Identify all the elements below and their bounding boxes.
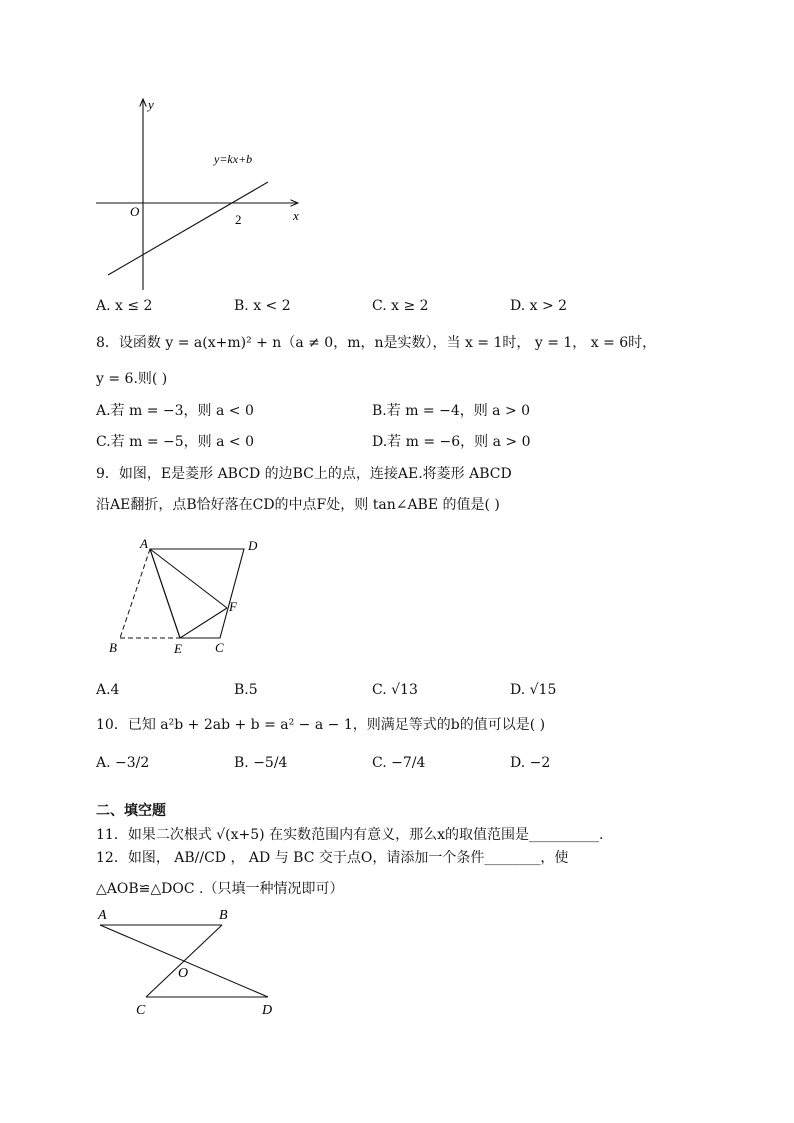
linear-function-graph: [90, 95, 310, 295]
q9-option-b[interactable]: B.5: [234, 682, 258, 698]
q10-option-d[interactable]: D. −2: [510, 755, 551, 771]
q10-option-b[interactable]: B. −5/4: [234, 755, 288, 771]
x-axis-label: x: [293, 208, 299, 223]
line-label: y=kx+b: [214, 152, 253, 166]
origin-label: O: [130, 204, 140, 219]
q7-option-d[interactable]: D. x > 2: [510, 298, 568, 314]
section-heading: 二、填空题: [96, 803, 166, 819]
label-a: A: [140, 536, 148, 551]
segment-ef: [180, 608, 227, 638]
q10-stem: 10．已知 a²b + 2ab + b = a² − a − 1，则满足等式的b的值可以是( ): [96, 717, 546, 733]
q9-option-c[interactable]: C. √13: [372, 682, 418, 698]
q12-stem-line1: 12．如图， AB//CD ， AD 与 BC 交于点O，请添加一个条件________，使: [96, 850, 569, 866]
rhombus-edge-solid: [150, 549, 244, 638]
segment-af: [150, 549, 227, 608]
graph-line: [108, 182, 268, 275]
q8-stem-line1: 8．设函数 y = a(x+m)² + n（a ≠ 0，m，n是实数），当 x = 1时， y = 1， x = 6时，: [96, 335, 657, 351]
q9-option-a[interactable]: A.4: [96, 682, 120, 698]
q7-option-b[interactable]: B. x < 2: [234, 298, 291, 314]
parallel-lines-figure: [92, 902, 292, 1022]
label-b: B: [219, 908, 228, 923]
q9-stem-line1: 9．如图，E是菱形 ABCD 的边BC上的点，连接AE.将菱形 ABCD: [96, 466, 512, 482]
fold-line-ae: [150, 549, 180, 638]
label-d: D: [248, 538, 258, 553]
q7-option-a[interactable]: A. x ≤ 2: [96, 298, 153, 314]
y-axis-label: y: [148, 97, 154, 112]
q9-option-d[interactable]: D. √15: [510, 682, 557, 698]
q9-stem-line2: 沿AE翻折，点B恰好落在CD的中点F处，则 tan∠ABE 的值是( ): [96, 497, 500, 513]
q7-option-c[interactable]: C. x ≥ 2: [372, 298, 429, 314]
label-f: F: [229, 599, 237, 614]
q10-option-a[interactable]: A. −3/2: [96, 755, 150, 771]
label-b: B: [109, 640, 117, 655]
q8-option-c[interactable]: C.若 m = −5，则 a < 0: [96, 434, 254, 450]
label-a: A: [98, 908, 107, 923]
rhombus-fold-figure: [100, 532, 270, 662]
q8-option-a[interactable]: A.若 m = −3，则 a < 0: [96, 403, 254, 419]
q8-stem-line2: y = 6.则( ): [96, 371, 168, 387]
q8-option-b[interactable]: B.若 m = −4，则 a > 0: [372, 403, 531, 419]
q10-option-c[interactable]: C. −7/4: [372, 755, 426, 771]
q8-option-d[interactable]: D.若 m = −6，则 a > 0: [372, 434, 531, 450]
label-e: E: [174, 641, 182, 656]
segment-ab-dashed: [120, 549, 150, 638]
q11-stem: 11．如果二次根式 √(x+5) 在实数范围内有意义，那么x的取值范围是__________.: [96, 827, 604, 843]
tick-2-label: 2: [235, 212, 242, 227]
label-o: O: [178, 966, 189, 981]
label-c: C: [136, 1003, 146, 1018]
label-c: C: [215, 640, 224, 655]
segment-bc: [146, 925, 222, 997]
label-d: D: [262, 1003, 273, 1018]
q12-stem-line2: △AOB≌△DOC .（只填一种情况即可）: [96, 881, 344, 897]
